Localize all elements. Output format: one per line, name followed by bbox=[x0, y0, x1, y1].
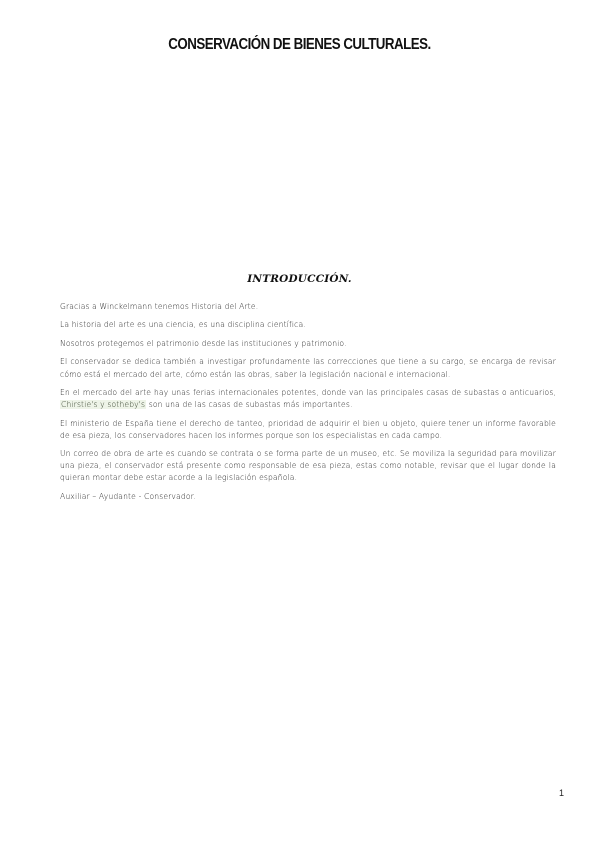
paragraph-ministry-rights: El ministerio de España tiene el derecho de tanteo, prioridad de adquirir el bien u objeto, quiere tener un informe favorable de esa pieza, los conservadores hacen los informes porque son los especialistas en cada campo. bbox=[60, 418, 556, 440]
paragraph-conservator-role: El conservador se dedica también a investigar profundamente las correcciones que tiene a su cargo, se encarga de revisar cómo está el mercado del arte, cómo están las obras, saber la legislación nacional e internacional. bbox=[60, 357, 556, 379]
document-body bbox=[60, 301, 556, 509]
paragraph-art-history-science: La historia del arte es una ciencia, es una disciplina científica. bbox=[60, 320, 306, 330]
section-heading: INTRODUCCIÓN. bbox=[247, 273, 352, 285]
art-market-text-before: En el mercado del arte hay unas ferias internacionales potentes, donde van las principales casas de subastas o anticuarios, bbox=[60, 388, 556, 398]
paragraph-winckelmann: Gracias a Winckelmann tenemos Historia del Arte. bbox=[60, 302, 259, 311]
auction-houses-highlight: Chirstie's y sotheby's bbox=[61, 400, 146, 410]
paragraph-art-market bbox=[60, 387, 556, 411]
art-market-text-after: son una de las casas de subastas más importantes. bbox=[148, 400, 353, 410]
page-number: 1 bbox=[558, 788, 564, 798]
document-title: CONSERVACIÓN DE BIENES CULTURALES. bbox=[168, 36, 431, 53]
paragraph-artwork-courier: Un correo de obra de arte es cuando se contrata o se forma parte de un museo, etc. Se moviliza la seguridad para movilizar una pieza, el conservador está presente como responsable de esa pieza, estas como notable, revisar que el lugar donde la quieran montar debe estar acorde a la legislación española. bbox=[60, 449, 556, 483]
paragraph-heritage-protection: Nosotros protegemos el patrimonio desde las instituciones y patrimonio. bbox=[60, 338, 347, 348]
paragraph-roles-list: Auxiliar – Ayudante - Conservador. bbox=[60, 491, 196, 501]
